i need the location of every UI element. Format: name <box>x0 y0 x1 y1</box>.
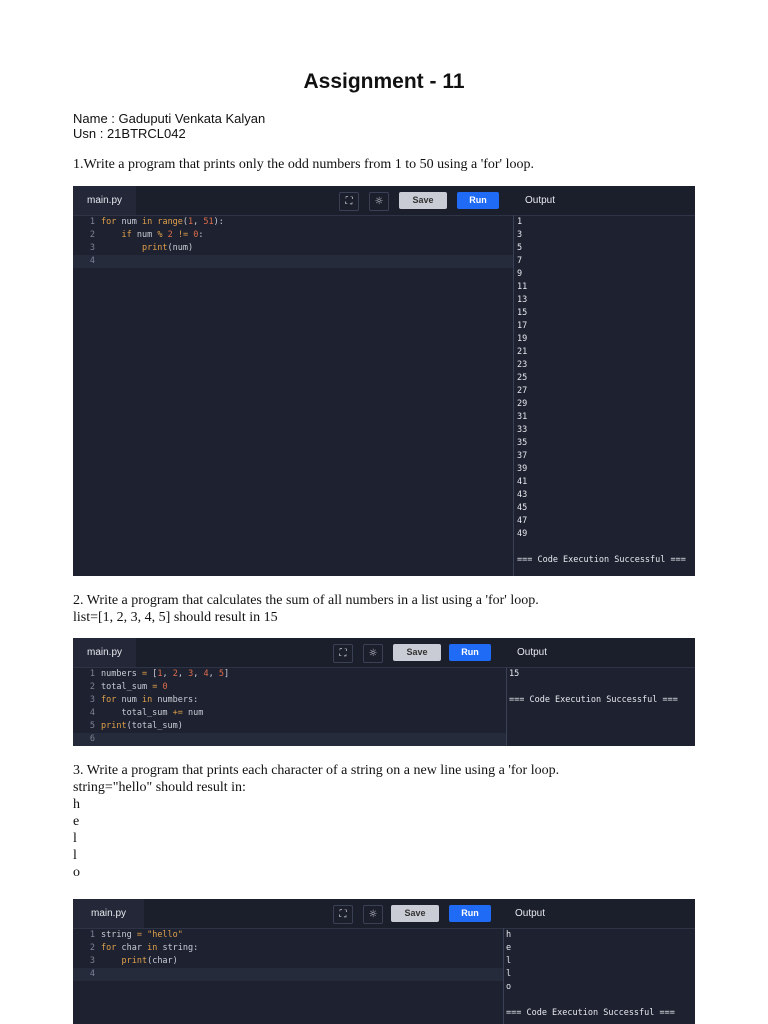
code-line: 2 if num % 2 != 0: <box>89 230 204 240</box>
output-line: 31 <box>517 412 528 422</box>
save-button[interactable]: Save <box>393 644 441 661</box>
output-line: 9 <box>517 269 523 279</box>
output-line: 27 <box>517 386 528 396</box>
fullscreen-icon[interactable]: ⛶ <box>333 905 353 924</box>
question-1-text: 1.Write a program that prints only the odd numbers from 1 to 50 using a 'for' loop. <box>73 157 534 172</box>
sun-icon[interactable]: ☼ <box>363 644 383 663</box>
run-button[interactable]: Run <box>449 644 491 661</box>
output-line: 37 <box>517 451 528 461</box>
code-area[interactable] <box>73 667 506 746</box>
output-line: l <box>506 956 512 966</box>
sun-icon[interactable]: ☼ <box>363 905 383 924</box>
output-line: l <box>506 969 512 979</box>
save-button[interactable]: Save <box>399 192 447 209</box>
output-line: 39 <box>517 464 528 474</box>
output-area <box>517 216 686 567</box>
pane-divider[interactable] <box>503 928 504 1024</box>
document-title: Assignment - 11 <box>303 70 465 93</box>
output-line: === Code Execution Successful === <box>517 555 686 565</box>
code-area[interactable] <box>73 215 513 268</box>
example-char: l <box>73 848 77 863</box>
save-button[interactable]: Save <box>391 905 439 922</box>
code-line: 3 print(char) <box>89 956 178 966</box>
output-line: h <box>506 930 512 940</box>
output-area <box>506 929 675 1020</box>
output-line: 23 <box>517 360 528 370</box>
code-line: 4 total_sum += num <box>89 708 204 718</box>
code-line: 1 for num in range(1, 51): <box>89 217 224 227</box>
example-char: h <box>73 797 80 812</box>
output-line <box>506 994 675 1007</box>
code-area[interactable] <box>73 928 503 981</box>
code-editor-3 <box>73 899 695 1024</box>
output-label: Output <box>525 195 556 206</box>
example-char: o <box>73 865 80 880</box>
fullscreen-icon[interactable]: ⛶ <box>333 644 353 663</box>
output-line: 15 <box>509 669 520 679</box>
question-3-text: 3. Write a program that prints each character of a string on a new line using a 'for loop. <box>73 763 560 778</box>
code-line-active[interactable]: 4 <box>73 968 503 981</box>
output-line: === Code Execution Successful === <box>506 1008 675 1018</box>
pane-divider[interactable] <box>513 215 514 576</box>
output-line: e <box>506 943 512 953</box>
pane-divider[interactable] <box>506 667 507 746</box>
example-char: e <box>73 814 80 829</box>
output-line: 5 <box>517 243 523 253</box>
student-name: Name : Gaduputi Venkata Kalyan <box>73 111 266 126</box>
output-line: 21 <box>517 347 528 357</box>
tab-main-py[interactable]: main.py <box>73 899 144 928</box>
code-line: 1 string = "hello" <box>89 930 183 940</box>
code-line: 3 for num in numbers: <box>89 695 199 705</box>
output-line: 45 <box>517 503 528 513</box>
fullscreen-icon[interactable]: ⛶ <box>339 192 359 211</box>
code-line: 1 numbers = [1, 2, 3, 4, 5] <box>89 669 230 679</box>
code-editor-1 <box>73 186 695 576</box>
question-3-example: string="hello" should result in: <box>73 780 246 795</box>
output-label: Output <box>517 647 548 658</box>
editor-header <box>73 638 695 668</box>
run-button[interactable]: Run <box>457 192 499 209</box>
output-line <box>509 681 678 694</box>
output-line: 29 <box>517 399 528 409</box>
output-line: 11 <box>517 282 528 292</box>
example-char: l <box>73 831 77 846</box>
output-line: 43 <box>517 490 528 500</box>
tab-main-py[interactable]: main.py <box>73 638 136 667</box>
code-line-active[interactable]: 4 <box>73 255 513 268</box>
output-line: 15 <box>517 308 528 318</box>
sun-icon[interactable]: ☼ <box>369 192 389 211</box>
code-line: 3 print(num) <box>89 243 194 253</box>
code-line: 2 for char in string: <box>89 943 199 953</box>
output-line: 17 <box>517 321 528 331</box>
code-editor-2 <box>73 638 695 746</box>
output-line: 19 <box>517 334 528 344</box>
output-line: o <box>506 982 512 992</box>
run-button[interactable]: Run <box>449 905 491 922</box>
output-line: 13 <box>517 295 528 305</box>
output-line: 3 <box>517 230 523 240</box>
output-line: 35 <box>517 438 528 448</box>
output-line: 41 <box>517 477 528 487</box>
output-line: 49 <box>517 529 528 539</box>
output-area <box>509 668 678 707</box>
output-line: 33 <box>517 425 528 435</box>
editor-header <box>73 899 695 929</box>
question-2-text: 2. Write a program that calculates the sum of all numbers in a list using a 'for' loop. <box>73 593 539 608</box>
output-line: === Code Execution Successful === <box>509 695 678 705</box>
output-line: 7 <box>517 256 523 266</box>
tab-main-py[interactable]: main.py <box>73 186 136 215</box>
output-line <box>517 541 686 554</box>
code-line: 5 print(total_sum) <box>89 721 183 731</box>
student-usn: Usn : 21BTRCL042 <box>73 126 186 141</box>
output-label: Output <box>515 908 546 919</box>
output-line: 47 <box>517 516 528 526</box>
output-line: 25 <box>517 373 528 383</box>
code-line: 2 total_sum = 0 <box>89 682 168 692</box>
code-line-active[interactable]: 6 <box>73 733 506 746</box>
question-2-example: list=[1, 2, 3, 4, 5] should result in 15 <box>73 610 278 625</box>
output-line: 1 <box>517 217 523 227</box>
